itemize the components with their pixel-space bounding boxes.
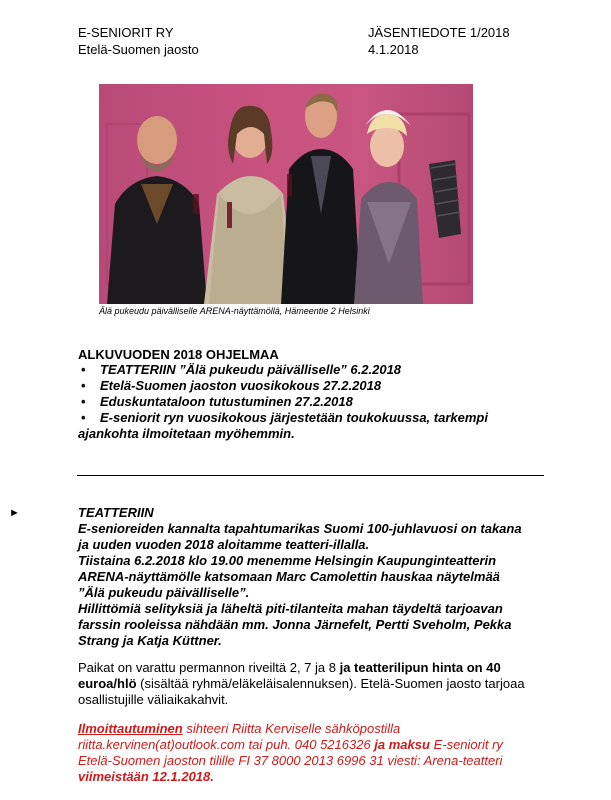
seating-info [78, 660, 548, 708]
theatre-description [78, 505, 548, 649]
text-line: euroa/hlö (sisältää ryhmä/eläkeläisalennuksen). Etelä-Suomen jaosto tarjoaa [78, 676, 525, 691]
list-item: • Etelä-Suomen jaoston vuosikokous 27.2.2018 [81, 378, 382, 393]
registration-label: Ilmoittautuminen [78, 721, 183, 736]
actor-3 [281, 94, 361, 304]
section-name: Etelä-Suomen jaosto [78, 42, 199, 57]
bullet-icon: • [81, 394, 86, 409]
cast-photo-illustration [99, 84, 473, 304]
theatre-heading: TEATTERIIN [78, 505, 154, 520]
ticket-price: ja teatterilipun hinta on 40 [339, 660, 501, 675]
text-line: ja uuden vuoden 2018 aloitamme teatteri-illalla. [78, 537, 370, 552]
program-list [78, 362, 548, 442]
text-line: E-senioreiden kannalta tapahtumarikas Suomi 100-juhlavuosi on takana [78, 521, 522, 536]
photo-caption: Älä pukeudu päivälliselle ARENA-näyttämöllä, Hämeentie 2 Helsinki [99, 306, 370, 316]
deadline: viimeistään 12.1.2018. [78, 769, 214, 784]
cast-photo [99, 84, 473, 304]
bullet-icon: • [81, 410, 86, 425]
text-line: osallistujille väliaikakahvit. [78, 692, 229, 707]
text-line: farssin rooleissa nähdään mm. Jonna Järnefelt, Pertti Sveholm, Pekka [78, 617, 512, 632]
bullet-icon: • [81, 378, 86, 393]
list-item: • Eduskuntataloon tutustuminen 27.2.2018 [81, 394, 353, 409]
actor-1 [107, 116, 207, 304]
payment-label: ja maksu [374, 737, 430, 752]
text-line: Tiistaina 6.2.2018 klo 19.00 menemme Helsingin Kaupunginteatterin [78, 553, 497, 568]
text-line: ”Älä pukeudu päivälliselle”. [78, 585, 250, 600]
text-line: Etelä-Suomen jaoston tilille FI 37 8000 2013 6996 31 viesti: Arena-teatteri [78, 753, 503, 768]
text-line: Paikat on varattu permannon riveiltä 2, 7 ja 8 ja teatterilipun hinta on 40 [78, 660, 501, 675]
org-name: E-SENIORIT RY [78, 25, 174, 40]
list-item-continuation: ajankohta ilmoitetaan myöhemmin. [78, 426, 295, 441]
text-line: Strang ja Katja Küttner. [78, 633, 222, 648]
arrow-right-icon: ► [9, 507, 20, 519]
text-line: Hillittömiä selityksiä ja läheltä piti-tilanteita mahan täydeltä tarjoavan [78, 601, 503, 616]
list-item: • E-seniorit ryn vuosikokous järjestetään toukokuussa, tarkempi [81, 410, 488, 425]
text-line: Ilmoittautuminen sihteeri Riitta Kerviselle sähköpostilla [78, 721, 401, 736]
bulletin-date: 4.1.2018 [368, 42, 419, 57]
registration-info [78, 721, 548, 785]
actor-2 [204, 106, 295, 304]
bulletin-number: JÄSENTIEDOTE 1/2018 [368, 25, 510, 40]
list-item: • TEATTERIIN ”Älä pukeudu päivälliselle” 6.2.2018 [81, 362, 402, 377]
bullet-icon: • [81, 362, 86, 377]
program-title: ALKUVUODEN 2018 OHJELMAA [78, 347, 279, 362]
text-line: riitta.kervinen(at)outlook.com tai puh. 040 5216326 ja maksu E-seniorit ry [78, 737, 503, 752]
divider [77, 475, 544, 476]
text-line: ARENA-näyttämölle katsomaan Marc Camolettin hauskaa näytelmää [78, 569, 500, 584]
actor-4 [354, 110, 461, 304]
